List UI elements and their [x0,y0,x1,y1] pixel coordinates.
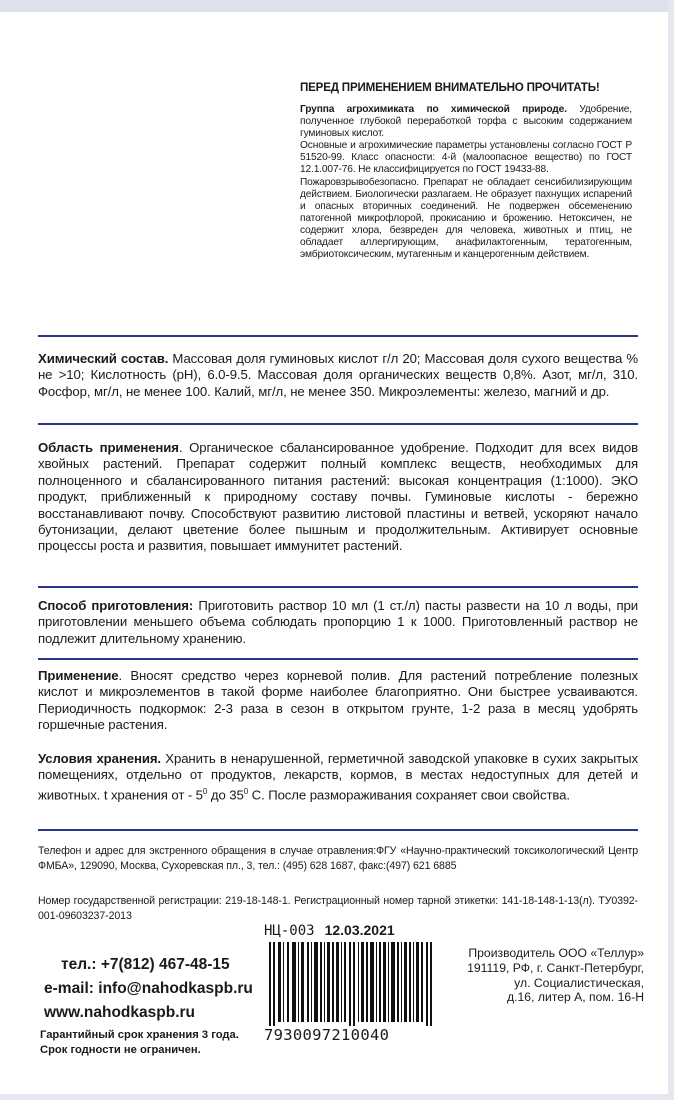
batch-row [264,922,440,939]
group-text: Удобрение, полученное глубокой переработкой торфа с высоким содержанием гуминовых кислот. [300,104,632,140]
group-paragraph [300,104,632,140]
phone-number[interactable]: тел.: +7(812) 467-48-15 [61,956,230,973]
producer-address-line: ул. Социалистическая, [514,975,644,990]
group-label: Группа агрохимиката по химической природе. [300,104,567,115]
producer-info [430,946,644,1005]
degree-superscript: 0 [202,786,208,796]
barcode-number: 7930097210040 [264,1026,390,1044]
storage-section [38,751,638,804]
producer-address-line: д.16, литер А, пом. 16-Н [507,990,644,1005]
section-divider [38,658,638,660]
usage-section [38,668,638,734]
degree-superscript: 0 [243,786,249,796]
barcode-block [264,922,440,1048]
usage-text: . Вносят средство через корневой полив. Для растений потребление полезных кислот и микроэлементов в такой форме наиболее благоприятно. Они быстрее усваиваются. Периодичность подкормок: 2-3 раза в сезон в открытом грунте, 1-2 раза в месяц удобрять горшечные растения. [38,668,638,733]
warning-title: ПЕРЕД ПРИМЕНЕНИЕМ ВНИМАТЕЛЬНО ПРОЧИТАТЬ! [300,81,600,94]
safety-paragraph: Пожаровзрывобезопасно. Препарат не обладает сенсибилизирующим действием. Биологически разлагаем. Не образует пахнущих испарений и опасных вторичных соединений. Не подвержен обсеменению патогенной микрофлорой, прокисанию и брожению. Нетоксичен, не содержит хлора, безвреден для человека, животных и птиц, не обладает аллергирующим, анафилактогенным, тератогенным, эмбриотоксическим, мутагенным и канцерогенным действием. [300,176,632,261]
right-frame-strip [668,0,674,1100]
section-divider [38,335,638,337]
bottom-frame-strip [0,1094,674,1100]
application-area-text: . Органическое сбалансированное удобрение. Подходит для всех видов хвойных растений. Препарат содержит полный комплекс веществ, необходимых для полноценного и сбалансированного питания растений: высокая концентрация (1:1000). ЭКО продукт, приближенный к природному составу почвы. Гуминовые кислоты - бережно восстанавливают почву. Способствуют развитию листовой пластины и ветвей, ускоряют начало бутонизации, делают цветение более пышным и продолжительным. Активирует основные процессы роста и развития, повышает иммунитет растений. [38,440,638,554]
composition-section [38,351,638,400]
application-area-label: Область применения [38,440,179,455]
storage-text-c: С. После размораживания сохраняет свои свойства. [248,787,570,803]
barcode-icon [268,942,436,1026]
usage-label: Применение [38,668,119,683]
storage-text-b: до 35 [207,787,244,803]
producer-address-line: 191119, РФ, г. Санкт-Петербург, [467,960,644,975]
warranty-line: Гарантийный срок хранения 3 года. [40,1029,239,1041]
top-frame-strip [0,0,674,12]
application-area-section [38,440,638,555]
composition-text: Массовая доля гуминовых кислот г/л 20; Массовая доля сухого вещества % не >10; Кислотность (рН), 6.0-9.5. Массовая доля органических веществ 0,8%. Азот, мг/л, 310. Фосфор, мг/л, не менее 100. Калий, мг/л, не менее 350. Микроэлементы: железо, магний и др. [38,351,638,399]
composition-label: Химический состав. [38,351,169,366]
section-divider [38,829,638,831]
warranty-info [40,1028,270,1057]
emergency-contacts: Телефон и адрес для экстренного обращения в случае отравления:ФГУ «Научно-практический токсикологический Центр ФМБА», 129090, Москва, Сухоревская пл., 3, тел.: (495) 628 1687, факс:(497) 621 6885 [38,845,638,872]
section-divider [38,423,638,425]
storage-label: Условия хранения. [38,751,161,766]
email-address[interactable]: e-mail: info@nahodkaspb.ru [44,980,253,997]
storage-text-a: Хранить в ненарушенной, герметичной заводской упаковке в сухих закрытых помещениях, отдельно от продуктов, лекарств, кормов, в местах недоступных для детей и животных. t хранения от - 5 [38,751,638,803]
batch-date: 12.03.2021 [324,922,395,938]
section-divider [38,586,638,588]
params-paragraph: Основные и агрохимические параметры установлены согласно ГОСТ Р 51520-99. Класс опасности: 4-й (малоопасное вещество) по ГОСТ 12.1.007-76. Не классифицируется по ГОСТ 19433-88. [300,140,632,176]
batch-code: НЦ-003 [264,923,315,939]
preparation-text: Приготовить раствор 10 мл (1 ст./л) пасты развести на 10 л воды, при приготовлении меньшего объема соблюдать пропорцию 1 к 1000. Приготовленный раствор не подлежит длительному хранению. [38,598,638,646]
preparation-label: Способ приготовления: [38,598,194,613]
registration-info: Номер государственной регистрации: 219-18-148-1. Регистрационный номер тарной этикетки: 141-18-148-1-13(л). ТУ0392-001-09603237-2013 [38,895,638,922]
shelf-life-line: Срок годности не ограничен. [40,1043,201,1056]
website-link[interactable]: www.nahodkaspb.ru [44,1004,195,1021]
warning-text [300,104,632,261]
preparation-section [38,598,638,647]
producer-name: Производитель ООО «Теллур» [468,946,644,960]
